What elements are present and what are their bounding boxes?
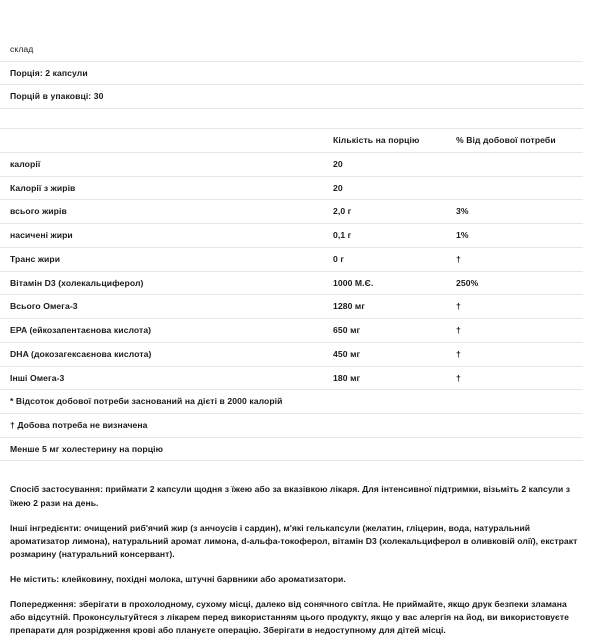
supplement-facts-page	[0, 38, 600, 638]
table-row	[0, 152, 583, 176]
table-row-footnote	[0, 390, 583, 414]
table-row-spacer	[0, 109, 583, 129]
nutrient-amount: 0 г	[333, 247, 456, 271]
nutrient-daily-value	[456, 152, 583, 176]
column-header-name	[0, 129, 333, 153]
nutrient-daily-value: 250%	[456, 271, 583, 295]
directions-paragraph: Спосіб застосування: приймати 2 капсули щодня з їжею або за вказівкою лікаря. Для інтенсивної підтримки, візьміть 2 капсули з їжею 2 рази на день.	[10, 484, 571, 508]
nutrient-daily-value: †	[456, 319, 583, 343]
servings-per-container-amount-cell	[333, 85, 456, 109]
nutrient-name: Транс жири	[0, 247, 333, 271]
table-row	[0, 200, 583, 224]
serving-size-amount-cell	[333, 61, 456, 85]
nutrient-daily-value: †	[456, 366, 583, 390]
nutrient-name: Вітамін D3 (холекальциферол)	[0, 271, 333, 295]
table-row	[0, 319, 583, 343]
table-row-column-headers	[0, 129, 583, 153]
nutrient-amount: 1280 мг	[333, 295, 456, 319]
nutrient-amount: 20	[333, 152, 456, 176]
nutrient-name: Калорії з жирів	[0, 176, 333, 200]
footnote-daily-value-not-established: † Добова потреба не визначена	[0, 414, 583, 438]
nutrient-daily-value: †	[456, 295, 583, 319]
warning-paragraph: Попередження: зберігати в прохолодному, сухому місці, далеко від сонячного світла. Не приймайте, якщо друк безпеки зламана або відсутній. Проконсультуйтеся з лікарем перед використанням цього продукту, якщо у вас алергія на йод, ви використовуєте препарати для розрідження крові або плануєте операцію. Зберігати в недоступному для дітей місці.	[10, 598, 569, 635]
servings-per-container-label: Порцій в упаковці: 30	[0, 85, 333, 109]
facts-title-amount-cell	[333, 38, 456, 61]
nutrient-name: Всього Омега-3	[0, 295, 333, 319]
table-row-footnote	[0, 437, 583, 461]
table-row	[0, 295, 583, 319]
nutrient-name: всього жирів	[0, 200, 333, 224]
table-row-title	[0, 38, 583, 61]
facts-title-dv-cell	[456, 38, 583, 61]
nutrient-amount: 2,0 г	[333, 200, 456, 224]
free-from-paragraph: Не містить: клейковину, похідні молока, штучні барвники або ароматизатори.	[10, 573, 346, 584]
table-row	[0, 366, 583, 390]
table-row	[0, 247, 583, 271]
spacer-cell-dv	[456, 109, 583, 129]
facts-title: склад	[0, 38, 333, 61]
nutrient-daily-value: 3%	[456, 200, 583, 224]
spacer-cell-amount	[333, 109, 456, 129]
nutrient-daily-value	[456, 176, 583, 200]
table-row-footnote	[0, 414, 583, 438]
nutrient-amount: 450 мг	[333, 342, 456, 366]
column-header-percent-daily-value: % Від добової потреби	[456, 129, 583, 153]
other-ingredients-paragraph: Інші інгредієнти: очищений риб'ячий жир (з анчоусів і сардин), м'які гелькапсули (желатин, гліцерин, вода, натуральний ароматизатор лимона), натуральний аромат лимона, d-альфа-токоферол, вітамін D3 (холекальциферол в оливковій олії), екстракт розмарину (натуральний консервант).	[10, 522, 578, 559]
nutrient-daily-value: 1%	[456, 224, 583, 248]
serving-size-label: Порція: 2 капсули	[0, 61, 333, 85]
table-row	[0, 271, 583, 295]
nutrient-amount: 20	[333, 176, 456, 200]
supplement-facts-table	[0, 38, 583, 461]
table-row	[0, 224, 583, 248]
servings-per-container-dv-cell	[456, 85, 583, 109]
table-row-serving-size	[0, 61, 583, 85]
nutrient-amount: 0,1 г	[333, 224, 456, 248]
nutrient-amount: 650 мг	[333, 319, 456, 343]
footnote-cholesterol: Менше 5 мг холестерину на порцію	[0, 437, 583, 461]
nutrient-name: DHA (докозагексаєнова кислота)	[0, 342, 333, 366]
nutrient-name: EPA (ейкозапентаєнова кислота)	[0, 319, 333, 343]
supplement-facts-body	[0, 38, 583, 461]
product-description	[0, 483, 583, 637]
nutrient-name: Інші Омега-3	[0, 366, 333, 390]
serving-size-dv-cell	[456, 61, 583, 85]
nutrient-amount: 1000 М.Є.	[333, 271, 456, 295]
nutrient-daily-value: †	[456, 247, 583, 271]
nutrient-daily-value: †	[456, 342, 583, 366]
column-header-amount-per-serving: Кількість на порцію	[333, 129, 456, 153]
nutrient-name: калорії	[0, 152, 333, 176]
spacer-cell-name	[0, 109, 333, 129]
table-row	[0, 342, 583, 366]
footnote-percent-daily-value: * Відсоток добової потреби заснований на дієті в 2000 калорій	[0, 390, 583, 414]
nutrient-amount: 180 мг	[333, 366, 456, 390]
table-row	[0, 176, 583, 200]
table-row-servings-per-container	[0, 85, 583, 109]
nutrient-name: насичені жири	[0, 224, 333, 248]
